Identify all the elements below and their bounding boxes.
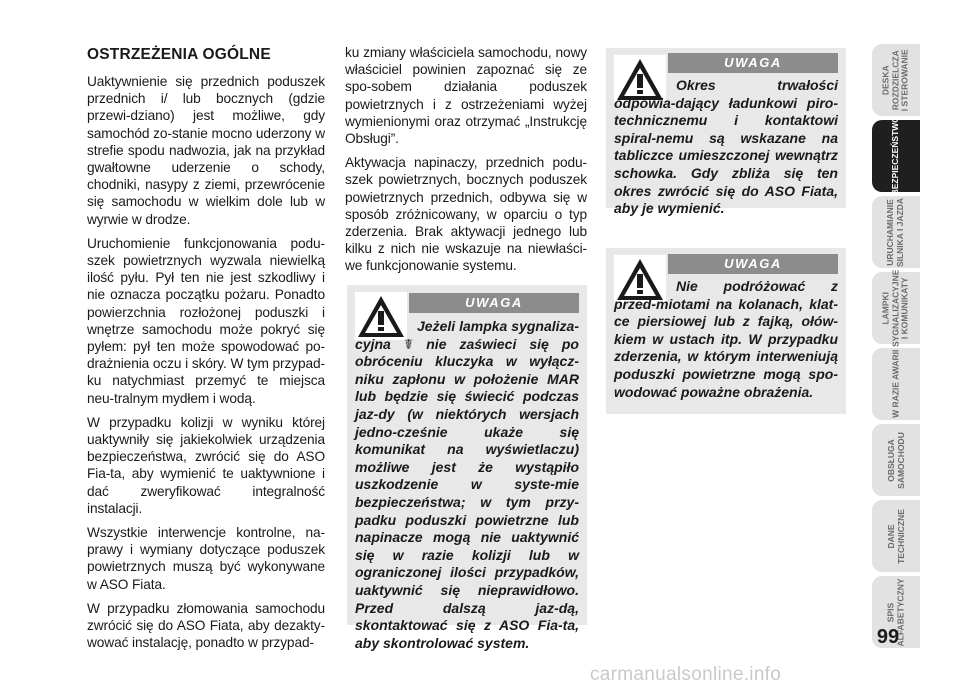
tab-uruchamianie[interactable]: URUCHAMIANIE SILNIKA I JAZDA — [872, 196, 920, 268]
tab-bezpieczenstwo[interactable]: BEZPIECZEŃSTWO — [872, 120, 920, 192]
warning-text: Okres trwałości odpowia-dający ładunkowi piro-technicznemu i kontaktowi spiral-nemu są wskazane na tabliczce umieszczonej wewnątrz schowka. Gdy zbliża się ten okres zwrócić się do ASO Fiata, aby je wymienić. — [614, 77, 838, 217]
paragraph: ku zmiany właściciela samochodu, nowy właściciel powinien zapoznać się ze spo-sobem działania poduszek powietrznych i z ostrzeżeniami wyżej wymienionymi oraz otrzymać „Instrukcję Obsługi”. — [345, 45, 587, 147]
tab-dane-techniczne[interactable]: DANE TECHNICZNE — [872, 500, 920, 572]
paragraph: Uaktywnienie się przednich poduszek przednich i/ lub bocznych (gdzie przewi-dziano) jest możliwe, gdy samochód zo-stanie mocno uderzony w strefie spodu nadwozia, jak na przykład gwałtowne uderzenie o schody, chodniki, nasypy z ziemi, przewrócenie się samochodu w wielkim dole lub w wyrwie w drodze. — [87, 74, 325, 227]
column-left — [87, 40, 325, 659]
paragraph: Uruchomienie funkcjonowania podu-szek powietrznych wyzwala niewielką ilość pyłu. Pył ten nie jest szkodliwy i nie oznacza początku pożaru. Ponadto powierzchnia rozłożonej poduszki i wnętrze samochodu może pokryć się pyłem: pył ten może spowodować po-drażnienia oczu i skóry. W tym przypad-ku natychmiast przemyć te miejsca neu-tralnym mydłem i wodą. — [87, 235, 325, 406]
paragraph: W przypadku kolizji w wyniku której uaktywniły się jakiekolwiek urządzenia bezpieczeństwa, zwrócić się do ASO Fia-ta, aby wymienić te uaktywnione i dać zweryfikować integralność instalacji. — [87, 414, 325, 516]
warning-label: UWAGA — [668, 254, 838, 274]
paragraph: Aktywacja napinaczy, przednich podu-szek powietrznych, bocznych poduszek powietrznych przednich, odbywa się w sposób zróżnicowany, w oparciu o typ zderzenia. Brak aktywacji jednego lub kilku z nich nie wskazuje na niewłaści-we funkcjonowanie systemu. — [345, 155, 587, 274]
airbag-warning-icon: ☤ — [403, 335, 414, 352]
watermark: carmanualsonline.info — [590, 664, 782, 685]
column-middle — [345, 44, 587, 282]
tab-lampki[interactable]: LAMPKI SYGNALIZACYJNE I KOMUNIKATY — [872, 272, 920, 344]
warning-box-airbag-lamp — [347, 285, 587, 651]
warning-box-pyrotechnic — [606, 48, 846, 217]
tab-w-razie-awarii[interactable]: W RAZIE AWARII — [872, 348, 920, 420]
warning-box-objects — [606, 248, 846, 414]
section-heading: OSTRZEŻENIA OGÓLNE — [87, 46, 271, 63]
page-number: 99 — [876, 626, 900, 648]
tab-deska-rozdzielcza[interactable]: DESKA ROZDZIELCZA I STEROWANIE — [872, 44, 920, 116]
tab-obsluga[interactable]: OBSŁUGA SAMOCHODU — [872, 424, 920, 496]
paragraph: Wszystkie interwencje kontrolne, na-prawy i wymiany dotyczące poduszek powietrznych muszą być wykonywane w ASO Fiata. — [87, 525, 325, 592]
warning-label: UWAGA — [668, 53, 838, 73]
warning-label: UWAGA — [409, 293, 579, 313]
warning-text: Nie podróżować z przed-miotami na kolanach, klat-ce piersiowej lub z fajką, ołów-kiem w ustach itp. W przypadku zderzenia, w którym interweniują poduszki powietrzne mogą spo-wodować poważne obrażenia. — [614, 278, 838, 400]
warning-text: Jeżeli lampka sygnaliza-cyjna ☤ nie zaświeci się po obróceniu kluczyka w wyłącz-niku zapłonu w położenie MAR lub będzie się świecić podczas jaz-dy (w niektórych wersjach jedno-cześnie ukaże się komunikat na wyświetlaczu) możliwe jest że wystąpiło uszkodzenie w syste-mie bezpieczeństwa; w tym przy-padku poduszki powietrzne lub napinacze mogą nie uaktywnić się w razie kolizji lub w ograniczonej ilości przypadków, uaktywnić się nieprawidłowo. Przed dalszą jaz-dą, skontaktować się z ASO Fia-ta, aby skontrolować system. — [355, 318, 579, 651]
tab-spis-alfabetyczny[interactable]: SPIS ALFABETYCZNY — [872, 576, 920, 648]
paragraph: W przypadku złomowania samochodu zwrócić się do ASO Fiata, aby dezakty-wować instalację, ponadto w przypad- — [87, 600, 325, 651]
